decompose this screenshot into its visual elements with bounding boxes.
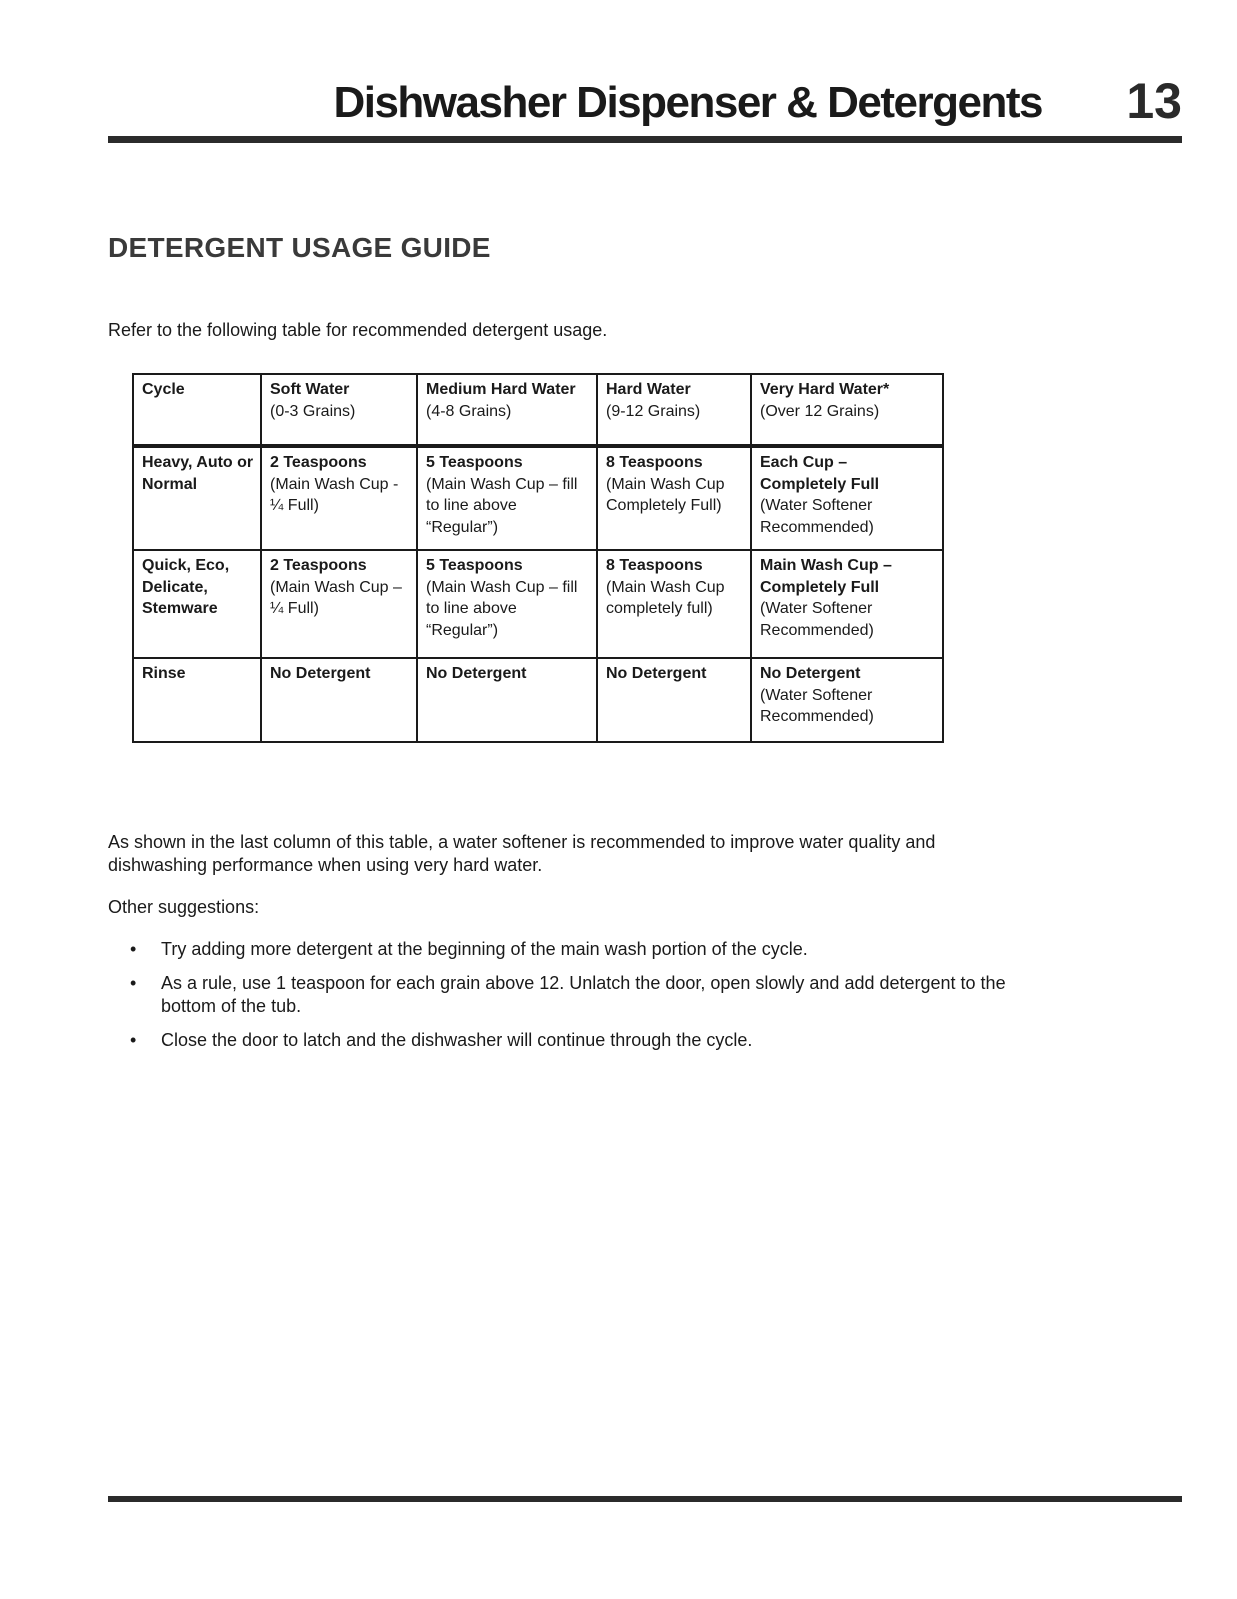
cell-note: (Main Wash Cup completely full) bbox=[606, 578, 725, 617]
table-cell bbox=[417, 550, 597, 658]
table-cell bbox=[751, 658, 943, 742]
cell-amount: 2 Teaspoons bbox=[270, 557, 367, 574]
header-cell-soft-water bbox=[261, 374, 417, 446]
cell-note: (Water Softener Recommended) bbox=[760, 686, 874, 725]
suggestions-list bbox=[108, 938, 1038, 1063]
cell-amount: Main Wash Cup – Completely Full bbox=[760, 557, 892, 596]
list-item-text: As a rule, use 1 teaspoon for each grain above 12. Unlatch the door, open slowly and add detergent to the bottom of the tub. bbox=[161, 973, 1006, 1016]
header-sub: (0-3 Grains) bbox=[270, 402, 356, 420]
section-heading: DETERGENT USAGE GUIDE bbox=[108, 232, 491, 263]
header-label: Very Hard Water* bbox=[760, 381, 890, 398]
table-cell bbox=[597, 446, 751, 550]
cell-amount: Each Cup – Completely Full bbox=[760, 454, 880, 493]
cell-note: (Main Wash Cup – fill to line above “Regular”) bbox=[426, 578, 578, 639]
header-label: Cycle bbox=[142, 381, 185, 398]
table-row bbox=[133, 658, 943, 742]
other-suggestions-label: Other suggestions: bbox=[108, 897, 260, 917]
cell-note: (Water Softener Recommended) bbox=[760, 497, 874, 536]
cycle-label: Heavy, Auto or Normal bbox=[142, 454, 254, 493]
table-header-row bbox=[133, 374, 943, 446]
header-sub: (Over 12 Grains) bbox=[760, 402, 880, 420]
cell-amount: 8 Teaspoons bbox=[606, 557, 703, 574]
table-cell bbox=[751, 446, 943, 550]
header-label: Soft Water bbox=[270, 381, 350, 398]
header-rule bbox=[108, 136, 1182, 143]
intro-text: Refer to the following table for recommended detergent usage. bbox=[108, 320, 608, 340]
cell-note: (Main Wash Cup – fill to line above “Regular”) bbox=[426, 475, 578, 536]
table-cell bbox=[261, 446, 417, 550]
table-cell bbox=[597, 658, 751, 742]
header-cell-hard-water bbox=[597, 374, 751, 446]
cell-amount: No Detergent bbox=[270, 665, 371, 682]
page-number: 13 bbox=[1126, 73, 1182, 129]
cycle-cell bbox=[133, 550, 261, 658]
page-header bbox=[108, 72, 1182, 144]
cycle-label: Quick, Eco, Delicate, Stemware bbox=[142, 557, 230, 617]
cycle-cell bbox=[133, 446, 261, 550]
header-cell-very-hard-water bbox=[751, 374, 943, 446]
header-sub: (9-12 Grains) bbox=[606, 402, 701, 420]
page-title: Dishwasher Dispenser & Detergents bbox=[333, 78, 1042, 127]
cycle-cell bbox=[133, 658, 261, 742]
cell-amount: 2 Teaspoons bbox=[270, 454, 367, 471]
bullet-icon: • bbox=[130, 973, 137, 993]
table-cell bbox=[417, 658, 597, 742]
bullet-icon: • bbox=[130, 939, 137, 959]
list-item-text: Close the door to latch and the dishwasher will continue through the cycle. bbox=[161, 1030, 753, 1050]
table-cell bbox=[261, 550, 417, 658]
detergent-usage-table bbox=[132, 373, 944, 743]
table-cell bbox=[597, 550, 751, 658]
table-row bbox=[133, 446, 943, 550]
cell-amount: No Detergent bbox=[606, 665, 707, 682]
list-item bbox=[108, 972, 1038, 1018]
cell-amount: 8 Teaspoons bbox=[606, 454, 703, 471]
header-cell-cycle bbox=[133, 374, 261, 446]
cycle-label: Rinse bbox=[142, 665, 186, 682]
cell-amount: 5 Teaspoons bbox=[426, 454, 523, 471]
cell-note: (Water Softener Recommended) bbox=[760, 600, 874, 639]
header-cell-medium-hard-water bbox=[417, 374, 597, 446]
header-sub: (4-8 Grains) bbox=[426, 402, 512, 420]
header-label: Medium Hard Water bbox=[426, 381, 576, 398]
cell-note: (Main Wash Cup - ¼ Full) bbox=[270, 475, 399, 514]
list-item bbox=[108, 938, 1038, 961]
cell-amount: No Detergent bbox=[760, 665, 861, 682]
table-cell bbox=[751, 550, 943, 658]
cell-note: (Main Wash Cup Completely Full) bbox=[606, 475, 725, 514]
table-cell bbox=[261, 658, 417, 742]
cell-note: (Main Wash Cup – ¼ Full) bbox=[270, 578, 402, 617]
footer-rule bbox=[108, 1496, 1182, 1502]
cell-amount: 5 Teaspoons bbox=[426, 557, 523, 574]
header-label: Hard Water bbox=[606, 381, 691, 398]
list-item-text: Try adding more detergent at the beginning of the main wash portion of the cycle. bbox=[161, 939, 808, 959]
cell-amount: No Detergent bbox=[426, 665, 527, 682]
bullet-icon: • bbox=[130, 1030, 137, 1050]
table-cell bbox=[417, 446, 597, 550]
body-paragraph: As shown in the last column of this table, a water softener is recommended to improve water quality and dishwashing performance when using very hard water. bbox=[108, 832, 936, 875]
table-row bbox=[133, 550, 943, 658]
list-item bbox=[108, 1029, 1038, 1052]
